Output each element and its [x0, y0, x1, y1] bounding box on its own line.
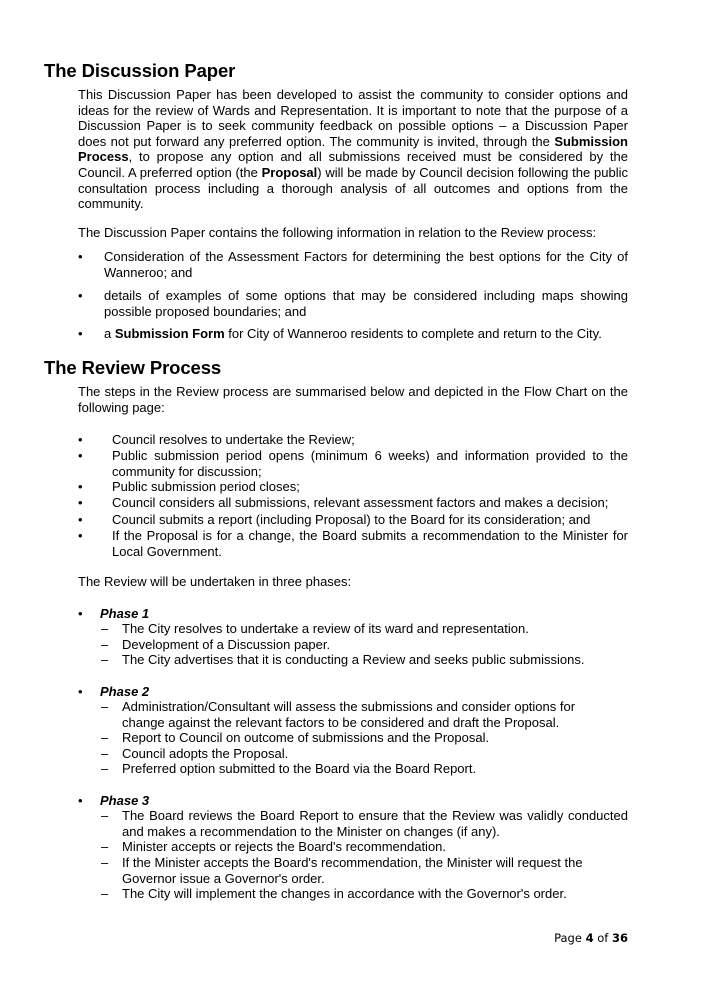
- intro-bold-proposal: Proposal: [261, 164, 318, 180]
- intro-text-3: ) will be made by Council decision following the public consultation process including a thorough analysis of all outcomes and options from the community.: [78, 164, 628, 212]
- bullet3-post: for City of Wanneroo residents to complete and return to the City.: [224, 326, 602, 341]
- phase-1-item: Development of a Discussion paper.: [122, 637, 331, 652]
- section-heading-review-process: The Review Process: [44, 357, 222, 378]
- phase-3-item: The City will implement the changes in accordance with the Governor's order.: [122, 886, 567, 901]
- review-step-2: Public submission period opens (minimum 6 weeks) and information provided to the community for discussion;: [112, 448, 628, 479]
- review-intro-paragraph: The steps in the Review process are summarised below and depicted in the Flow Chart on the following page:: [78, 384, 628, 415]
- bullet-glyph: •: [78, 432, 83, 447]
- review-step-5: Council submits a report (including Proposal) to the Board for its consideration; and: [112, 512, 591, 527]
- phase-1-item: The City resolves to undertake a review of its ward and representation.: [122, 621, 529, 636]
- bullet-glyph: •: [78, 249, 83, 264]
- info-bullet-2: details of examples of some options that may be considered including maps showing possible proposed boundaries; and: [104, 288, 628, 319]
- review-step-1: Council resolves to undertake the Review;: [112, 432, 355, 447]
- phase-2-item: Council adopts the Proposal.: [122, 746, 289, 761]
- intro-text-2: , to propose any option and all submissions received must be considered by the Council. A preferred option (the: [78, 149, 628, 180]
- dash-glyph: –: [101, 730, 109, 745]
- info-bullet-3: [104, 326, 628, 342]
- phase-1-title: Phase 1: [100, 606, 150, 621]
- footer-of-word: of: [597, 931, 609, 945]
- phase-3-item: If the Minister accepts the Board's recommendation, the Minister will request the Governor issue a Governor's order.: [122, 855, 583, 886]
- phase-3-title: Phase 3: [100, 793, 150, 808]
- review-step-6: If the Proposal is for a change, the Board submits a recommendation to the Minister for Local Government.: [112, 528, 628, 559]
- bullet3-bold-submission-form: Submission Form: [114, 326, 225, 341]
- footer-page-num: 4: [585, 931, 594, 945]
- review-step-3: Public submission period closes;: [112, 479, 300, 494]
- info-bullet-1: Consideration of the Assessment Factors for determining the best options for the City of Wanneroo; and: [104, 249, 628, 280]
- bullet-glyph: •: [78, 528, 83, 543]
- bullet-glyph: •: [78, 479, 83, 494]
- section-heading-discussion-paper: The Discussion Paper: [44, 60, 236, 81]
- page-number-footer: [554, 931, 628, 945]
- phase-2-item: Preferred option submitted to the Board via the Board Report.: [122, 761, 477, 776]
- bullet-glyph: •: [78, 326, 83, 341]
- bullet-glyph: •: [78, 512, 83, 527]
- intro-bold-submission-process: Submission Process: [78, 133, 628, 165]
- bullet-glyph: •: [78, 288, 83, 303]
- dash-glyph: –: [101, 637, 109, 652]
- bullet3-pre: a: [104, 326, 115, 341]
- dash-glyph: –: [101, 652, 109, 667]
- footer-page-word: Page: [554, 931, 582, 945]
- bullet-glyph: •: [78, 606, 83, 621]
- intro-text-1: This Discussion Paper has been developed to assist the community to consider options and ideas for the review of Wards and Representation. It is important to note that the purpose of a Discussion Paper is to seek community feedback on possible options – a Discussion Paper does not put forward any preferred option. The community is invited, through the: [78, 87, 628, 149]
- phases-intro: The Review will be undertaken in three phases:: [78, 574, 352, 589]
- bullet-glyph: •: [78, 793, 83, 808]
- bullet-glyph: •: [78, 684, 83, 699]
- phase-3-item: Minister accepts or rejects the Board's recommendation.: [122, 839, 447, 854]
- phase-2-item: Administration/Consultant will assess the submissions and consider options for change against the relevant factors to be considered and draft the Proposal.: [122, 699, 576, 730]
- phase-1-item: The City advertises that it is conducting a Review and seeks public submissions.: [122, 652, 585, 667]
- dash-glyph: –: [101, 761, 109, 776]
- dash-glyph: –: [101, 855, 109, 870]
- dash-glyph: –: [101, 886, 109, 901]
- dash-glyph: –: [101, 699, 109, 714]
- dash-glyph: –: [101, 839, 109, 854]
- bullet-glyph: •: [78, 448, 83, 463]
- intro-paragraph: [78, 87, 628, 212]
- dash-glyph: –: [101, 621, 109, 636]
- contains-paragraph: The Discussion Paper contains the following information in relation to the Review process:: [78, 225, 597, 240]
- dash-glyph: –: [101, 746, 109, 761]
- dash-glyph: –: [101, 808, 109, 823]
- bullet-glyph: •: [78, 495, 83, 510]
- review-step-4: Council considers all submissions, relevant assessment factors and makes a decision;: [112, 495, 609, 510]
- phase-3-item: The Board reviews the Board Report to ensure that the Review was validly conducted and makes a recommendation to the Minister on changes (if any).: [122, 808, 628, 839]
- phase-2-title: Phase 2: [100, 684, 150, 699]
- phase-2-item: Report to Council on outcome of submissions and the Proposal.: [122, 730, 490, 745]
- footer-page-total: 36: [611, 931, 628, 945]
